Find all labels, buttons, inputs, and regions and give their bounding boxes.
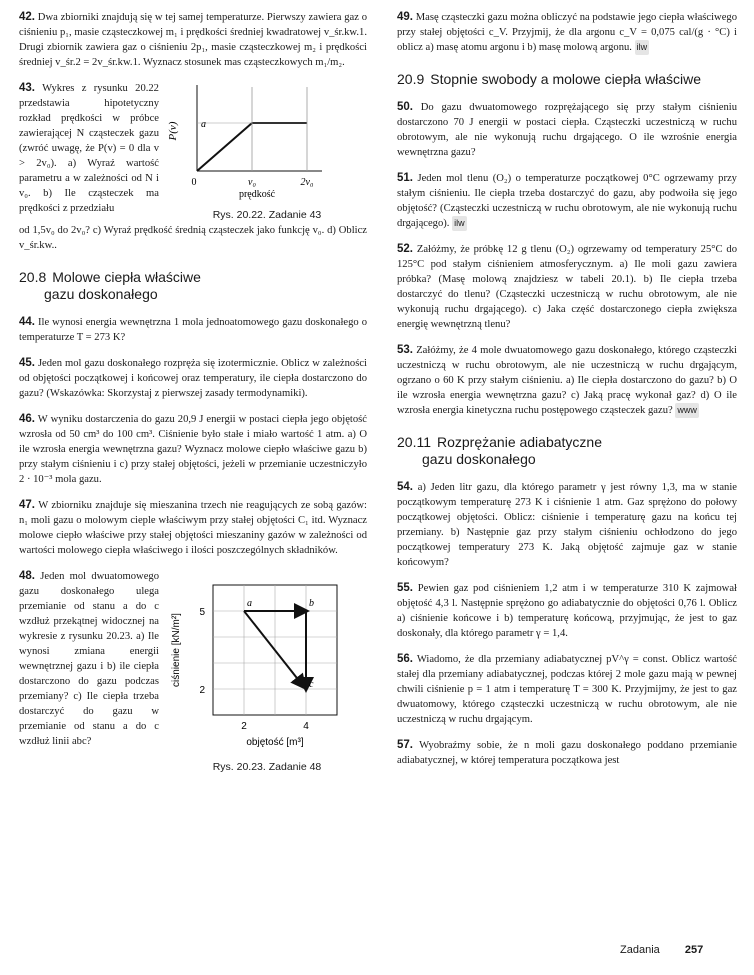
- problem-text: Jeden mol gazu doskonałego rozpręża się izotermicznie. Oblicz w zależności od objętości początkowej i końcowej oraz temperatury, ile ciepła dostarczono do gazu? (Wskazówka: Skorzystaj z pierwszej zasady termodynamiki).: [19, 358, 367, 399]
- problem-text: Wyobraźmy sobie, że n moli gazu doskonałego poddano przemianie adiabatycznej, w której temperatura początkowa jest: [397, 740, 737, 766]
- section-title-line1: Rozprężanie adiabatyczne: [437, 434, 602, 450]
- problem-number: 54.: [397, 481, 413, 493]
- problem-number: 50.: [397, 101, 413, 113]
- section-number: 20.11: [397, 434, 431, 450]
- problem-number: 42.: [19, 11, 35, 23]
- problem-45: [19, 356, 367, 401]
- y-axis-label: P(v): [167, 121, 179, 141]
- problem-55: [397, 581, 737, 641]
- page-number: 257: [684, 944, 704, 956]
- pv-diagram: [167, 575, 367, 753]
- y-axis-label: ciśnienie [kN/m²]: [171, 613, 182, 687]
- x-tick-2: 2: [241, 721, 247, 732]
- problem-50: [397, 100, 737, 160]
- y-tick-a: a: [201, 119, 206, 130]
- problem-text: Załóżmy, że 4 mole dwuatomowego gazu doskonałego, którego cząsteczki uczestniczą w ruchu obrotowym, ale nie uczestniczą w ruchu drgającym, ogrzano o 60 K przy stałym ciśnieniu. a) Ile ciepła dostarczono do gazu? b) O ile wzrosła energia wewnętrzna gazu? c) Jaką pracę wykonał gaz? d) O ile wzrosła energia kinetyczna ruchu postępowego cząsteczek gazu?: [397, 345, 737, 416]
- problem-number: 56.: [397, 653, 413, 665]
- figure-caption: Rys. 20.23. Zadanie 48: [212, 761, 322, 773]
- section-number: 20.9: [397, 71, 425, 87]
- footer-label: Zadania: [620, 944, 660, 956]
- problem-number: 45.: [19, 357, 35, 369]
- problem-51: [397, 171, 737, 231]
- problem-43: [19, 81, 367, 253]
- problem-56: [397, 652, 737, 727]
- x-tick-v0: v₀: [248, 177, 256, 188]
- problem-48: [19, 569, 367, 775]
- problem-47: [19, 498, 367, 558]
- x-axis-label: objętość [m³]: [246, 737, 304, 748]
- problem-43-side-text: [19, 81, 159, 216]
- problem-text: Do gazu dwuatomowego rozprężającego się przy stałym ciśnieniu dostarczono 70 J energii w postaci ciepła. Cząsteczki uczestniczą w ruchu obrotowym, ale nie wykonują ruchu drgającego. O ile wzrośnie energia wewnętrzna gazu?: [397, 102, 737, 158]
- x-axis-label: prędkość: [238, 189, 276, 200]
- problem-text: Jeden mol dwuatomowego gazu doskonałego ulega przemianie od stanu a do c wzdłuż przekątnej widocznej na wykresie z rysunku 20.23. a) Ile wynosi zmiana energii wewnętrznej gazu i b) ile ciepła dostarczono do gazu podczas przemiany? c) Ile ciepła trzeba dostarczyć do gazu w przemianie od stanu a do c wzdłuż linii abc?: [19, 571, 159, 747]
- problem-49: [397, 10, 737, 55]
- problem-number: 49.: [397, 11, 413, 23]
- www-tag: www: [675, 403, 699, 418]
- figure-caption: Rys. 20.22. Zadanie 43: [212, 209, 322, 221]
- problem-number: 57.: [397, 739, 413, 751]
- problem-text: Dwa zbiorniki znajdują się w tej samej temperaturze. Pierwszy zawiera gaz o ciśnieniu p₁, masie cząsteczkowej m₁ i prędkości średniej kwadratowej v_śr.kw.1. Drugi zbiornik zawiera gaz o ciśnieniu 2p₁, masie cząsteczkowej m₂ i prędkości średniej v_śr.2 = 2v_śr.kw.1. Wyznacz stosunek mas cząsteczkowych m₁/m₂.: [19, 12, 367, 68]
- section-title-line2: gazu doskonałego: [422, 451, 536, 467]
- x-tick-0: 0: [191, 177, 197, 188]
- problem-text: Masę cząsteczki gazu można obliczyć na podstawie jego ciepła właściwego przy stałej objętości c_V. Przyjmij, że dla argonu c_V = 0,075 cal/(g · °C) i oblicz a) masę atomu argonu i b) masę molową argonu.: [397, 12, 737, 53]
- problem-57: [397, 738, 737, 768]
- problem-number: 47.: [19, 499, 35, 511]
- section-title-line1: Stopnie swobody a molowe ciepła właściwe: [430, 71, 702, 87]
- ilw-tag: ilw: [635, 40, 650, 55]
- figure-20-22: [167, 81, 367, 223]
- problem-text: a) Jeden litr gazu, dla którego parametr γ jest równy 1,3, ma w stanie początkowym temperaturę 273 K i ciśnienie 1 atm. Gaz sprężono do połowy początkowej objętości. Oblicz: ciśnienie i temperaturę gazu na końcu tej przemiany. b) Następnie gaz przy stałym ciśnieniu ochłodzono do jego początkowej temperatury 273 K. Jaką objętość zajmuje gaz w stanie końcowym?: [397, 482, 737, 568]
- y-tick-2: 2: [199, 685, 205, 696]
- velocity-distribution-chart: [167, 81, 367, 201]
- problem-53: [397, 343, 737, 418]
- x-tick-2v0: 2v₀: [300, 177, 314, 188]
- problem-46: [19, 412, 367, 487]
- problem-number: 46.: [19, 413, 35, 425]
- problem-44: [19, 315, 367, 345]
- path-a-to-c-diagonal: [244, 611, 304, 687]
- problem-number: 43.: [19, 82, 35, 94]
- right-column: [397, 10, 737, 779]
- problem-number: 52.: [397, 243, 413, 255]
- problem-number: 48.: [19, 570, 35, 582]
- problem-text: Załóżmy, że próbkę 12 g tlenu (O₂) ogrzewamy od temperatury 25°C do 125°C pod stałym ciśnieniem atmosferycznym. a) Ile moli gazu zawiera próbka? (Masę molową znajdziesz w tabeli 20.1). b) Ile ciepła trzeba dostarczyć do tlenu? (Cząsteczki uczestniczą w ruchu obrotowym, ale nie wykonują ruchu drgającego). c) Jaka część dostarczonego ciepła zwiększa energię wewnętrzną tlenu?: [397, 244, 737, 330]
- problem-text: Wykres z rysunku 20.22 przedstawia hipotetyczny rozkład prędkości w próbce zawierającej N cząsteczek gazu (zwróć uwagę, że P(v) = 0 dla v > 2v₀). a) Wyraź wartość parametru a w zależności od N i v₀. b) Ile cząsteczek ma prędkości z przedziału: [19, 83, 159, 214]
- problem-42: [19, 10, 367, 70]
- y-tick-5: 5: [199, 607, 205, 618]
- point-c-label: c: [309, 679, 314, 690]
- problem-54: [397, 480, 737, 570]
- point-a-label: a: [247, 598, 252, 609]
- problem-number: 51.: [397, 172, 413, 184]
- problem-text: Pewien gaz pod ciśnieniem 1,2 atm i w temperaturze 310 K zajmował objętość 4,3 l. Następnie sprężono go adiabatycznie do objętości 0,76 l. Oblicz a) ciśnienie końcowe i b) temperaturę końcową, przyjmując, że jest to gaz doskonały, dla którego parametr γ = 1,4.: [397, 583, 737, 639]
- problem-52: [397, 242, 737, 332]
- problem-number: 44.: [19, 316, 35, 328]
- problem-text: Wiadomo, że dla przemiany adiabatycznej pV^γ = const. Oblicz wartość stałej dla przemiany adiabatycznej, podczas której 2 mole gazu mają w pewnej chwili ciśnienie p = 1 atm i temperaturę T = 300 K. Przyjmijmy, że jest to gaz dwuatomowy, którego cząsteczki uczestniczą w ruchu obrotowym, ale nie uczestniczą w ruchu drgającym.: [397, 654, 737, 725]
- page-footer: [620, 944, 703, 956]
- left-column: [19, 10, 367, 786]
- problem-48-text: [19, 569, 159, 749]
- figure-20-23: [167, 575, 367, 775]
- section-20-9-heading: [397, 71, 737, 88]
- section-20-8-heading: [19, 269, 367, 303]
- problem-43-full-text: od 1,5v₀ do 2v₀? c) Wyraź prędkość średnią cząsteczek jako funkcję v₀. d) Oblicz v_śr.kw..: [19, 225, 367, 251]
- rising-segment: [197, 123, 252, 171]
- problem-text: Ile wynosi energia wewnętrzna 1 mola jednoatomowego gazu doskonałego o temperaturze T = 273 K?: [19, 317, 367, 343]
- section-20-11-heading: [397, 434, 737, 468]
- ilw-tag: ilw: [452, 216, 467, 231]
- problem-text: W zbiorniku znajduje się mieszanina trzech nie reagujących ze sobą gazów: n₁ moli gazu o molowym cieple właściwym przy stałej objętości C₁ itd. Wyznacz molowe ciepło właściwe przy stałej objętości mieszaniny gazów w zależności od wartości molowego ciepła właściwego i ilości poszczególnych składników.: [19, 500, 367, 556]
- x-tick-4: 4: [303, 721, 309, 732]
- problem-text: W wyniku dostarczenia do gazu 20,9 J energii w postaci ciepła jego objętość wzrosła od 50 cm³ do 100 cm³. Ciśnienie było stałe i miało wartość 1 atm. a) O ile wzrosła energia wewnętrzna gazu? Wyznacz molowe ciepło właściwe gazu b) przy stałym ciśnieniu i c) przy stałej objętości, jeżeli w przemianie uczestniczyło 2 · 10⁻³ mola gazu.: [19, 414, 367, 485]
- section-number: 20.8: [19, 269, 47, 285]
- problem-number: 55.: [397, 582, 413, 594]
- point-b-label: b: [309, 598, 314, 609]
- section-title-line1: Molowe ciepła właściwe: [52, 269, 201, 285]
- problem-number: 53.: [397, 344, 413, 356]
- section-title-line2: gazu doskonałego: [44, 286, 158, 302]
- problem-text: Jeden mol tlenu (O₂) o temperaturze początkowej 0°C ogrzewamy przy stałym ciśnieniu. Ile ciepła trzeba dostarczyć do gazu, aby podwoiła się jego objętość? (Cząsteczki uczestniczą w ruchu obrotowym, ale nie wykonują ruchu drgającego).: [397, 173, 737, 229]
